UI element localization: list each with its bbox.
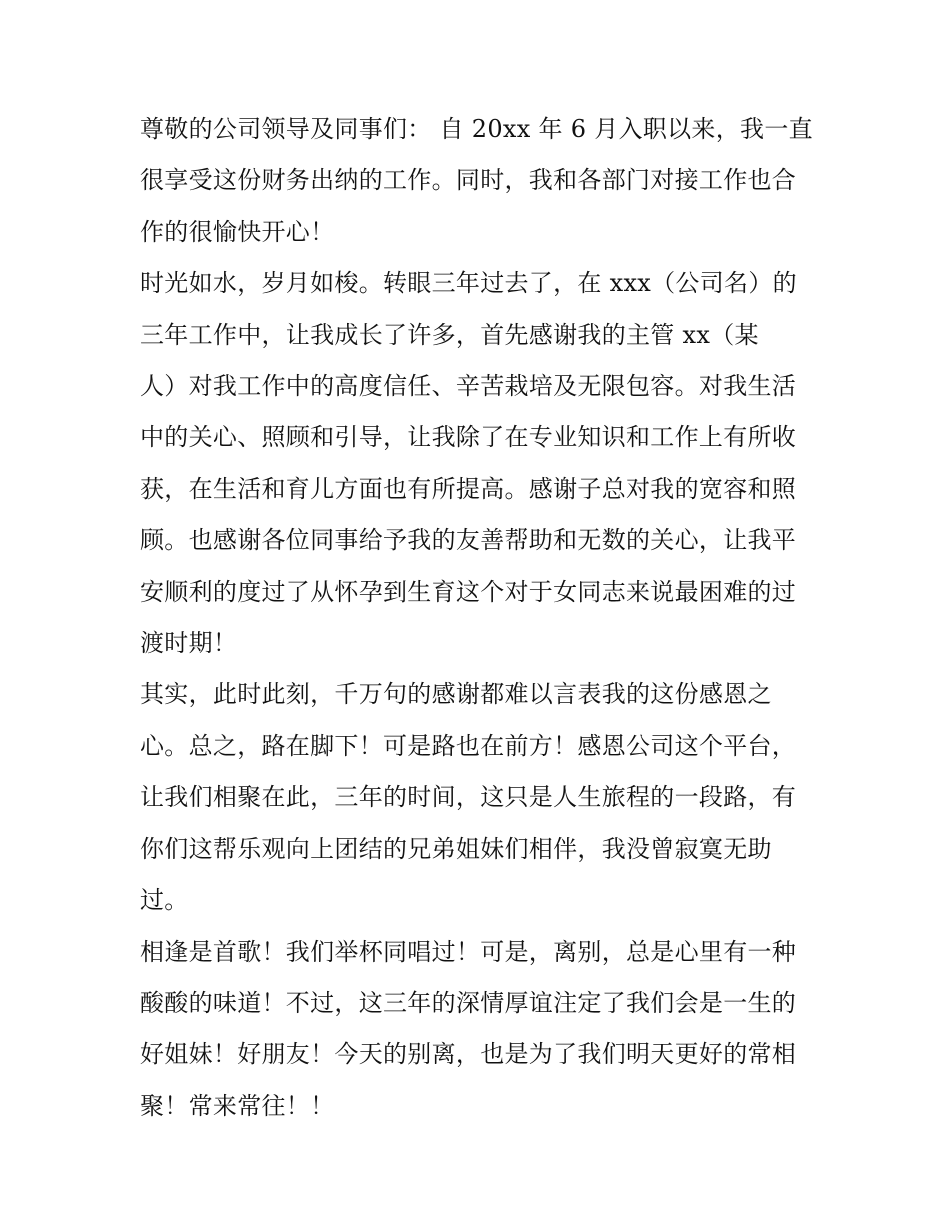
text-line: 中的关心、照顾和引导，让我除了在专业知识和工作上有所收: [140, 423, 797, 452]
text-line: 安顺利的度过了从怀孕到生育这个对于女同志来说最困难的过: [140, 577, 797, 606]
text-line: 很享受这份财务出纳的工作。同时，我和各部门对接工作也合: [140, 166, 797, 195]
text-line: 三年工作中，让我成长了许多，首先感谢我的主管 xx（某: [140, 320, 759, 349]
text-line: 人）对我工作中的高度信任、辛苦栽培及无限包容。对我生活: [140, 372, 797, 401]
text-line: 尊敬的公司领导及同事们： 自 20xx 年 6 月入职以来，我一直: [140, 115, 813, 143]
paragraph-thanks: [140, 669, 812, 926]
document-body: [140, 104, 812, 1132]
text-line: 其实，此时此刻，千万句的感谢都难以言表我的这份感恩之: [140, 680, 772, 709]
text-line: 渡时期！: [140, 629, 238, 658]
text-line: 酸酸的味道！不过，这三年的深情厚谊注定了我们会是一生的: [140, 988, 797, 1017]
paragraph-farewell: [140, 927, 812, 1133]
text-line: 让我们相聚在此，三年的时间，这只是人生旅程的一段路，有: [140, 783, 797, 812]
text-line: 好姐妹！好朋友！今天的别离，也是为了我们明天更好的常相: [140, 1040, 797, 1069]
paragraph-greeting: [140, 104, 812, 258]
text-line: 获，在生活和育儿方面也有所提高。感谢子总对我的宽容和照: [140, 474, 797, 503]
text-line: 过。: [140, 886, 189, 915]
paragraph-gratitude: [140, 258, 812, 669]
text-line: 相逢是首歌！我们举杯同唱过！可是，离别，总是心里有一种: [140, 937, 797, 966]
text-line: 聚！常来常往！！: [140, 1091, 335, 1120]
text-line: 时光如水，岁月如梭。转眼三年过去了，在 xxx（公司名）的: [140, 269, 797, 298]
text-line: 顾。也感谢各位同事给予我的友善帮助和无数的关心，让我平: [140, 526, 797, 555]
text-line: 你们这帮乐观向上团结的兄弟姐妹们相伴，我没曾寂寞无助: [140, 834, 772, 863]
text-line: 心。总之，路在脚下！可是路也在前方！感恩公司这个平台，: [140, 731, 797, 760]
text-line: 作的很愉快开心！: [140, 217, 335, 246]
